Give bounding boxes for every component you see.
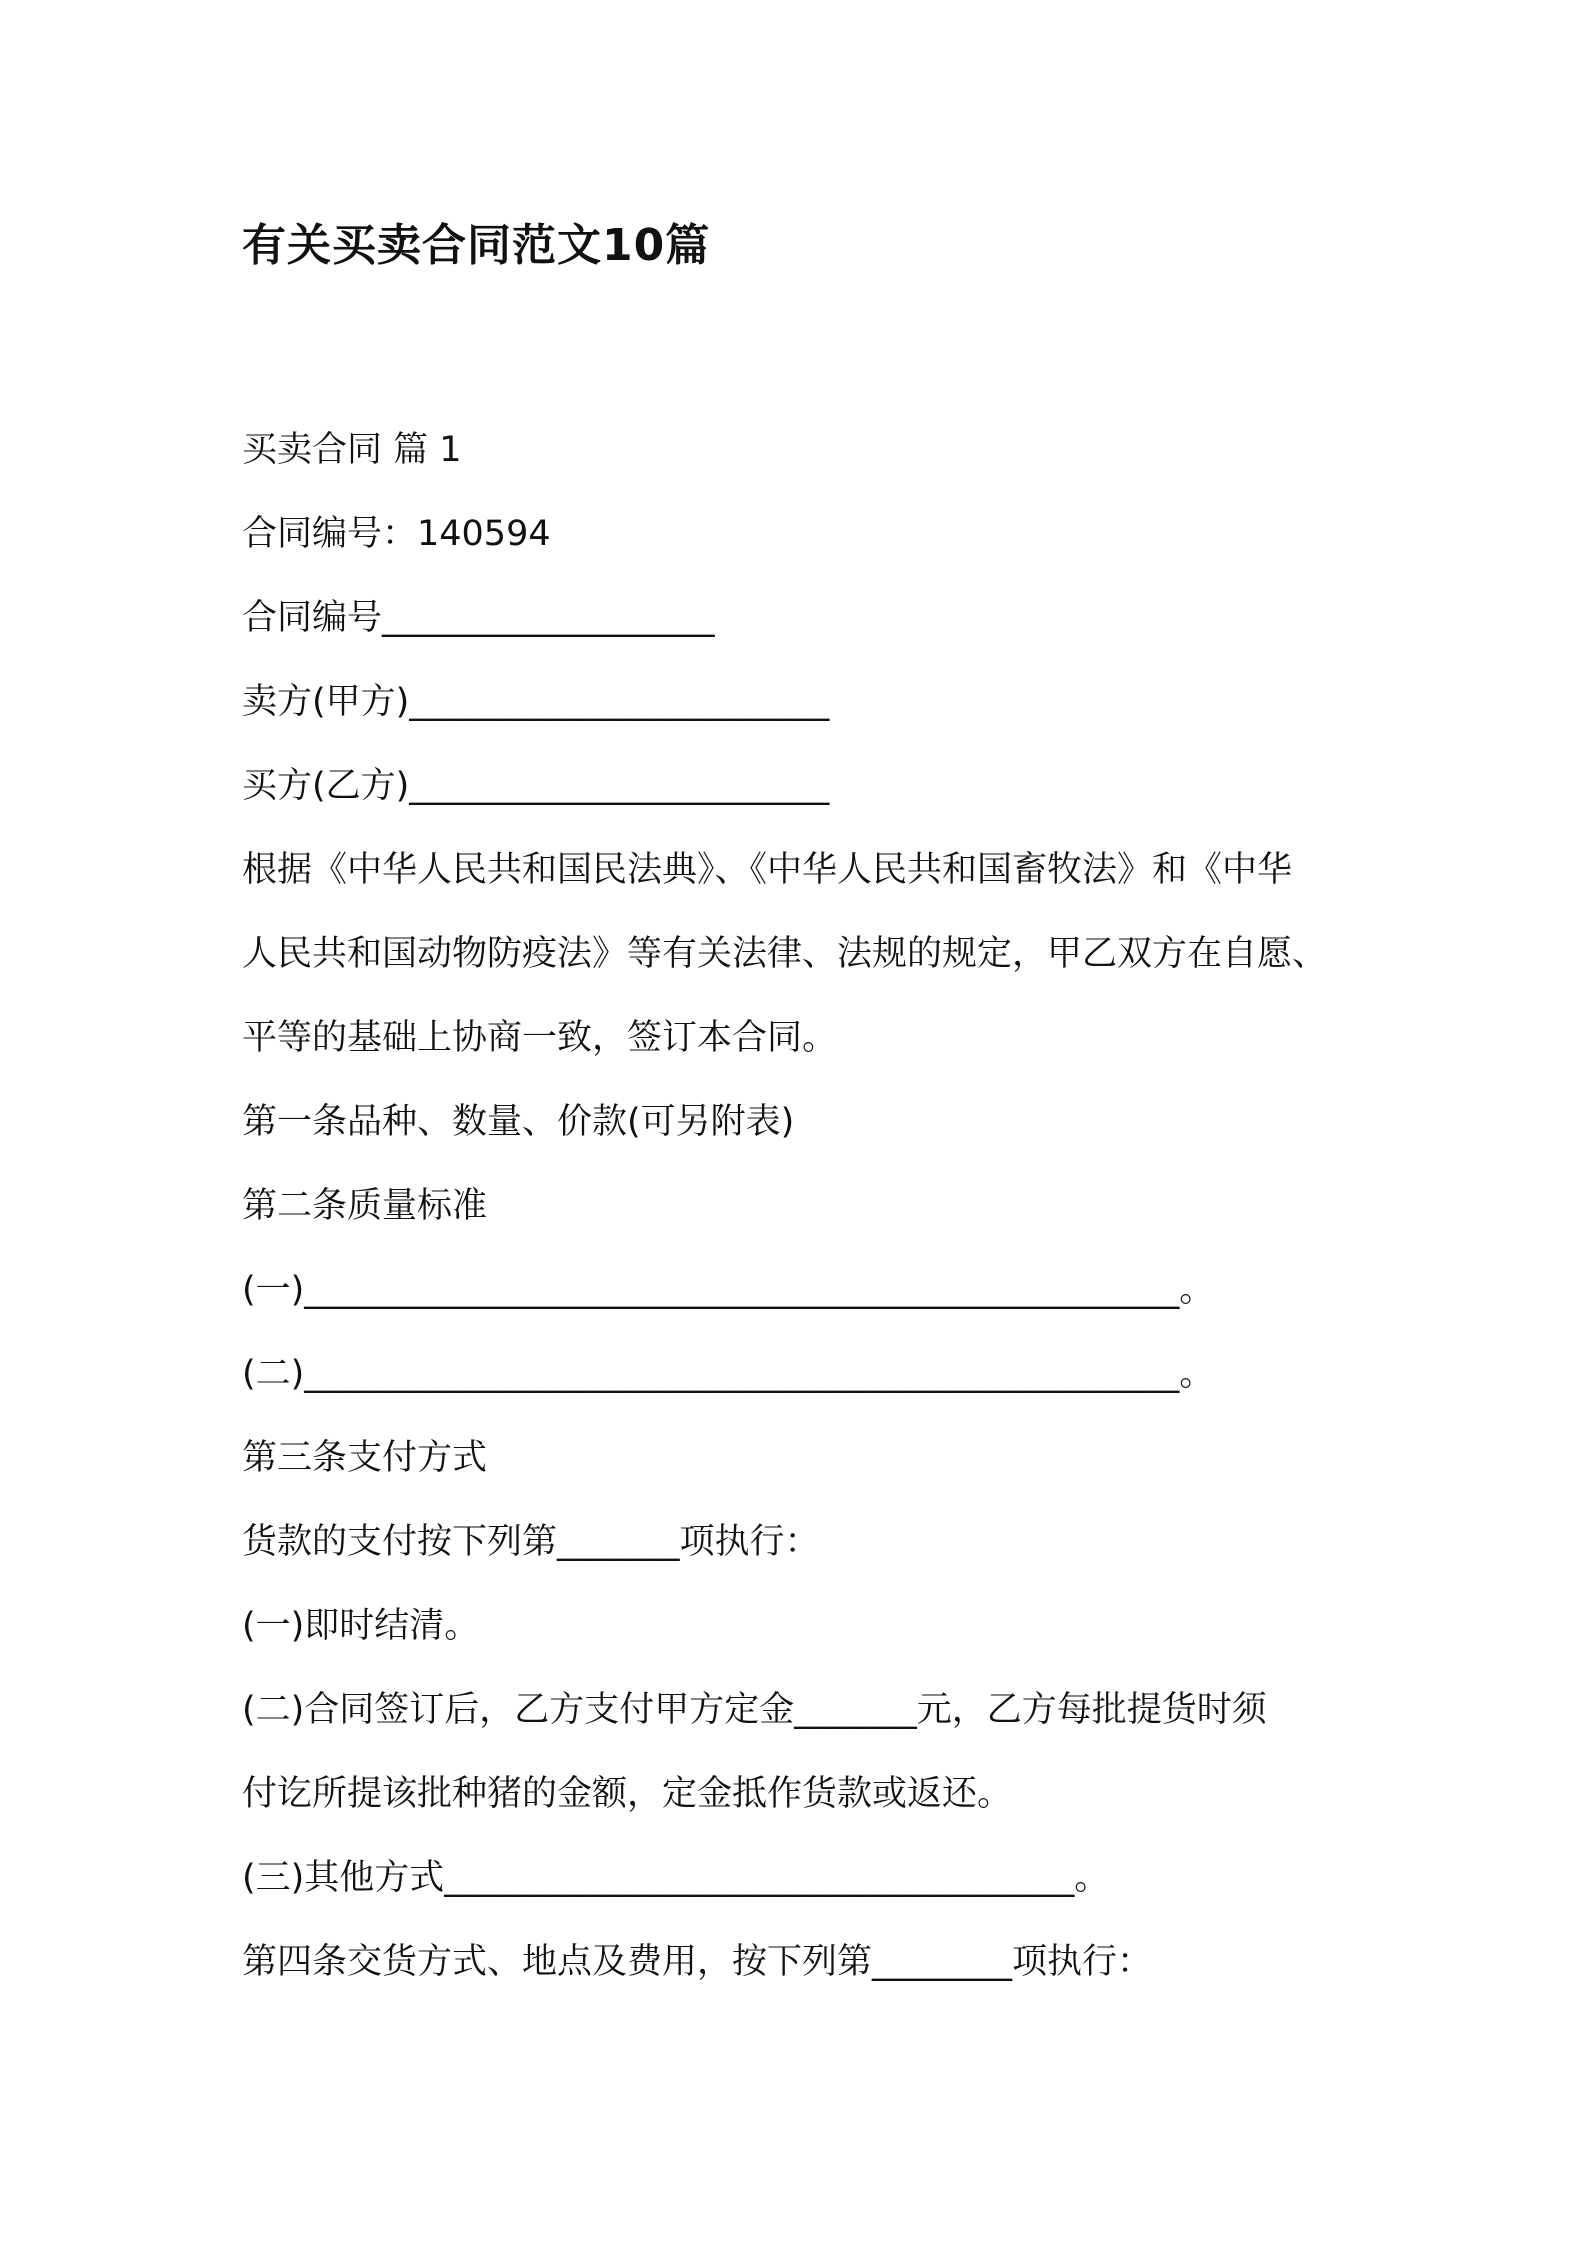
seller-line: 卖方(甲方)________________________	[242, 682, 830, 722]
buyer-line: 买方(乙方)________________________	[242, 766, 830, 806]
article-heading: 第三条支付方式	[242, 1438, 488, 1478]
section-heading: 买卖合同 篇 1	[242, 430, 462, 470]
list-item: (二)合同签订后，乙方支付甲方定金_______元，乙方每批提货时须	[242, 1690, 1267, 1730]
blank-item: (二)__________________________________________________。	[242, 1354, 1215, 1394]
article-heading: 第一条品种、数量、价款(可另附表)	[242, 1102, 795, 1142]
document-title: 有关买卖合同范文10篇	[242, 220, 711, 271]
contract-number-blank: 合同编号___________________	[242, 598, 715, 638]
list-item: (一)即时结清。	[242, 1606, 480, 1646]
list-item: (三)其他方式____________________________________。	[242, 1858, 1110, 1898]
article-heading: 第四条交货方式、地点及费用，按下列第________项执行：	[242, 1942, 1153, 1982]
document-body	[242, 408, 1362, 2004]
paragraph-line: 付讫所提该批种猪的金额，定金抵作货款或返还。	[242, 1774, 1013, 1814]
paragraph-line: 人民共和国动物防疫法》等有关法律、法规的规定，甲乙双方在自愿、	[242, 934, 1328, 974]
paragraph-line: 根据《中华人民共和国民法典》、《中华人民共和国畜牧法》和《中华	[242, 850, 1293, 890]
paragraph-line: 平等的基础上协商一致，签订本合同。	[242, 1018, 838, 1058]
blank-item: (一)__________________________________________________。	[242, 1270, 1215, 1310]
contract-number: 合同编号：140594	[242, 514, 551, 554]
paragraph-line: 货款的支付按下列第_______项执行：	[242, 1522, 820, 1562]
article-heading: 第二条质量标准	[242, 1186, 488, 1226]
